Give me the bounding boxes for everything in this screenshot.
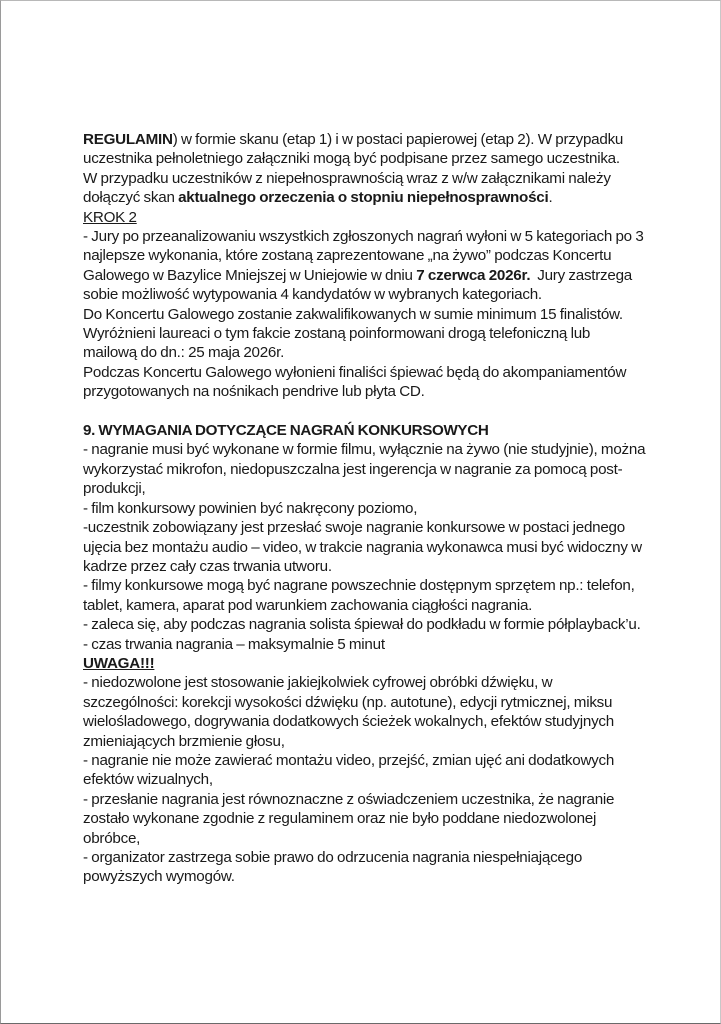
text-line: - Jury po przeanalizowaniu wszystkich zgłoszonych nagrań wyłoni w 5 kategoriach po 3: [83, 228, 644, 246]
list-line: efektów wizualnych,: [83, 771, 213, 789]
text-line: sobie możliwość wytypowania 4 kandydatów w wybranych kategoriach.: [83, 286, 542, 304]
list-line: powyższych wymogów.: [83, 868, 235, 886]
list-line: kadrze przez cały czas trwania utworu.: [83, 557, 332, 575]
uwaga-section: [83, 654, 683, 887]
list-line: - filmy konkursowe mogą być nagrane powszechnie dostępnym sprzętem np.: telefon,: [83, 577, 635, 595]
text-line: Do Koncertu Galowego zostanie zakwalifikowanych w sumie minimum 15 finalistów.: [83, 305, 623, 323]
list-line: - niedozwolone jest stosowanie jakiejkolwiek cyfrowej obróbki dźwięku, w: [83, 674, 553, 692]
list-line: - nagranie nie może zawierać montażu video, przejść, zmian ujęć ani dodatkowych: [83, 751, 615, 769]
section-9: [83, 421, 683, 654]
list-line: - zaleca się, aby podczas nagrania solista śpiewał do podkładu w formie półplayback’u.: [83, 616, 641, 634]
text-line: Podczas Koncertu Galowego wyłonieni finaliści śpiewać będą do akompaniamentów: [83, 363, 627, 381]
list-line: zmieniających brzmienie głosu,: [83, 732, 285, 750]
text-line: W przypadku uczestników z niepełnosprawnością wraz z w/w załącznikami należy: [83, 169, 611, 187]
list-line: tablet, kamera, aparat pod warunkiem zachowania ciągłości nagrania.: [83, 596, 533, 614]
text-line: Wyróżnieni laureaci o tym fakcie zostaną poinformowani drogą telefoniczną lub: [83, 325, 591, 343]
list-line: szczególności: korekcji wysokości dźwięku (np. autotune), edycji rytmicznej, miksu: [83, 693, 613, 711]
text-line: przygotowanych na nośnikach pendrive lub płyta CD.: [83, 383, 425, 401]
text-line: [83, 130, 683, 149]
list-line: - nagranie musi być wykonane w formie filmu, wyłącznie na żywo (nie studyjnie), można: [83, 441, 646, 459]
list-line: obróbce,: [83, 829, 141, 847]
text-span: Galowego w Bazylice Mniejszej w Uniejowie w dniu: [83, 266, 417, 284]
uwaga-heading: UWAGA!!!: [83, 654, 155, 672]
list-line: produkcji,: [83, 480, 146, 498]
text-line: najlepsze wykonania, które zostaną zaprezentowane „na żywo” podczas Koncertu: [83, 247, 612, 265]
text-line: uczestnika pełnoletniego załączniki mogą być podpisane przez samego uczestnika.: [83, 150, 620, 168]
bold-text: aktualnego orzeczenia o stopniu niepełnosprawności: [178, 189, 549, 207]
text-line: [83, 266, 683, 285]
text-span: ) w formie skanu (etap 1) i w postaci papierowej (etap 2). W przypadku: [172, 131, 624, 148]
paragraph-gap: [83, 402, 683, 421]
list-line: - organizator zastrzega sobie prawo do odrzucenia nagrania niespełniającego: [83, 849, 583, 867]
page-content: [83, 130, 683, 887]
bold-text: REGULAMIN: [83, 131, 173, 148]
text-line: [83, 188, 683, 207]
list-line: wielośladowego, dogrywania dodatkowych ścieżek wokalnych, efektów studyjnych: [83, 713, 614, 731]
section-9-heading: 9. WYMAGANIA DOTYCZĄCE NAGRAŃ KONKURSOWYCH: [83, 422, 489, 440]
event-date: 7 czerwca 2026r.: [416, 266, 531, 284]
list-line: - przesłanie nagrania jest równoznaczne z oświadczeniem uczestnika, że nagranie: [83, 790, 615, 808]
list-line: zostało wykonane zgodnie z regulaminem oraz nie było poddane niedozwolonej: [83, 810, 597, 828]
text-line: mailową do dn.: 25 maja 2026r.: [83, 344, 285, 362]
text-span: dołączyć skan: [83, 189, 179, 207]
list-line: - film konkursowy powinien być nakręcony poziomo,: [83, 499, 418, 517]
list-line: wykorzystać mikrofon, niedopuszczalna jest ingerencja w nagranie za pomocą post-: [83, 460, 623, 478]
list-line: -uczestnik zobowiązany jest przesłać swoje nagranie konkursowe w postaci jednego: [83, 519, 625, 537]
intro-paragraph: [83, 130, 683, 208]
list-line: ujęcia bez montażu audio – video, w trakcie nagrania wykonawca musi być widoczny w: [83, 538, 642, 556]
text-span: Jury zastrzega: [530, 266, 632, 284]
krok2-heading: KROK 2: [83, 208, 137, 226]
list-line: - czas trwania nagrania – maksymalnie 5 minut: [83, 635, 385, 653]
krok2-section: [83, 208, 683, 402]
text-span: .: [548, 189, 553, 207]
